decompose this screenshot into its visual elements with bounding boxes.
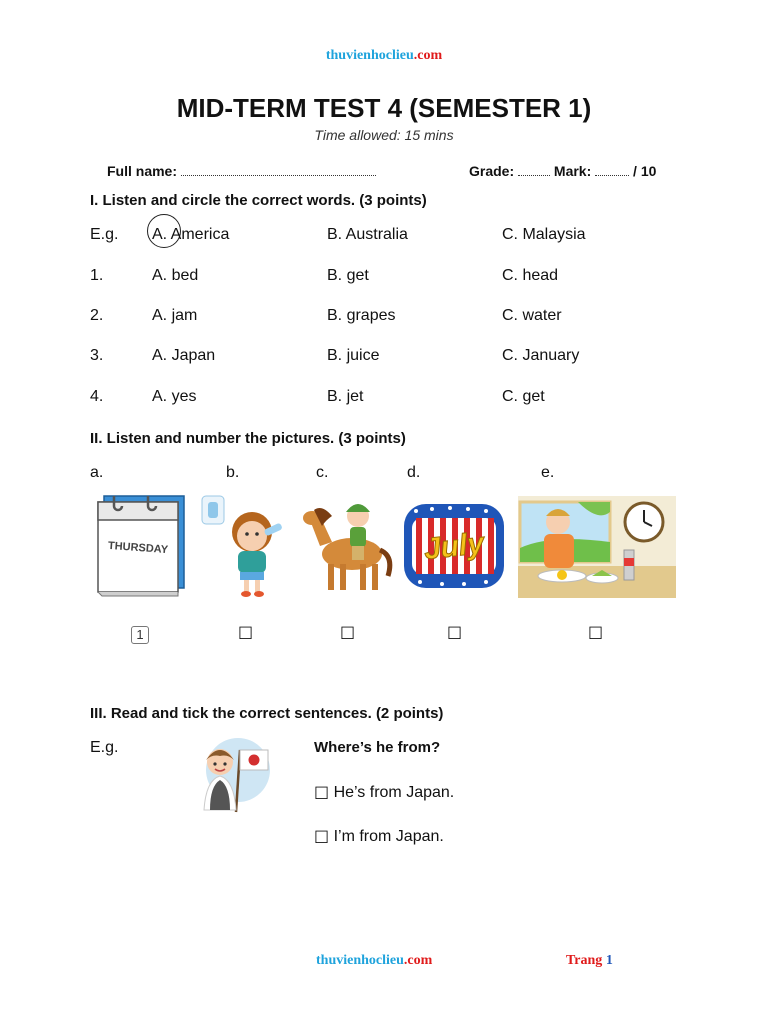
- option-c[interactable]: C. head: [502, 267, 559, 284]
- page-number: 1: [605, 953, 613, 968]
- option-b[interactable]: B. get: [327, 267, 369, 284]
- tick-box[interactable]: □: [314, 826, 330, 845]
- full-name-label: Full name:: [107, 163, 178, 179]
- answer-box-b[interactable]: □: [238, 622, 254, 641]
- answer-box-a[interactable]: 1: [131, 626, 149, 644]
- question-row: [90, 267, 690, 287]
- option-a[interactable]: A. Japan: [152, 347, 216, 364]
- question-number: E.g.: [90, 226, 119, 243]
- option-b[interactable]: B. jet: [327, 388, 364, 405]
- tick-option: [314, 826, 444, 846]
- section-1-heading: I. Listen and circle the correct words. (3 points): [90, 192, 427, 209]
- answer-box-c[interactable]: □: [340, 622, 356, 641]
- footer-page: [566, 953, 613, 969]
- picture-letter-d: d.: [407, 464, 421, 481]
- question-number: 1.: [90, 267, 104, 284]
- option-a[interactable]: A. America: [152, 226, 230, 243]
- question-number: 4.: [90, 388, 104, 405]
- question-row: [90, 347, 690, 367]
- footer-site-name: thuvienhoclieu: [316, 953, 404, 968]
- option-b[interactable]: B. grapes: [327, 307, 396, 324]
- picture-letter-e: e.: [541, 464, 555, 481]
- site-domain: .com: [413, 48, 443, 63]
- site-header: [0, 48, 768, 64]
- section-3-question: Where’s he from?: [314, 739, 441, 756]
- tick-option: [314, 782, 454, 802]
- question-row: [90, 307, 690, 327]
- boy-with-flag-picture: [196, 736, 274, 816]
- site-name: thuvienhoclieu: [325, 48, 414, 63]
- section-2-heading: II. Listen and number the pictures. (3 points): [90, 430, 406, 447]
- question-row: [90, 388, 690, 408]
- option-a[interactable]: A. bed: [152, 267, 199, 284]
- option-c[interactable]: C. get: [502, 388, 545, 405]
- tick-option-text: He’s from Japan.: [333, 784, 455, 801]
- option-b[interactable]: B. Australia: [327, 226, 408, 243]
- time-allowed: Time allowed: 15 mins: [314, 127, 454, 143]
- full-name-field[interactable]: [181, 174, 376, 176]
- grade-field[interactable]: [518, 174, 550, 176]
- mark-field[interactable]: [595, 174, 629, 176]
- girl-drinking-picture: [198, 494, 292, 600]
- grade-label: Grade:: [469, 163, 515, 179]
- calendar-day-text: THURSDAY: [107, 539, 169, 557]
- footer-site-domain: .com: [403, 953, 433, 968]
- picture-letter-b: b.: [226, 464, 240, 481]
- page-label: Trang: [566, 953, 603, 968]
- option-c[interactable]: C. January: [502, 347, 580, 364]
- option-a[interactable]: A. jam: [152, 307, 198, 324]
- mark-label: Mark:: [553, 163, 592, 179]
- section-3-heading: III. Read and tick the correct sentences. (2 points): [90, 705, 444, 722]
- july-sign-text: July: [422, 526, 486, 567]
- breakfast-picture: [518, 496, 676, 598]
- page-title: MID-TERM TEST 4 (SEMESTER 1): [176, 93, 592, 123]
- footer-site: [316, 953, 432, 969]
- tick-option-text: I’m from Japan.: [333, 828, 444, 845]
- question-number: 3.: [90, 347, 104, 364]
- july-sign-picture: [402, 500, 506, 592]
- question-number: 2.: [90, 307, 104, 324]
- option-c[interactable]: C. Malaysia: [502, 226, 586, 243]
- question-row: [90, 226, 690, 246]
- tick-box[interactable]: □: [314, 782, 330, 801]
- answer-box-d[interactable]: □: [447, 622, 463, 641]
- boy-on-horse-picture: [302, 494, 396, 600]
- answer-box-e[interactable]: □: [588, 622, 604, 641]
- mark-total: / 10: [633, 163, 657, 179]
- calendar-picture: [92, 492, 188, 598]
- example-label: E.g.: [90, 739, 119, 756]
- option-a[interactable]: A. yes: [152, 388, 197, 405]
- picture-letter-a: a.: [90, 464, 104, 481]
- grade-mark: [469, 163, 656, 179]
- option-c[interactable]: C. water: [502, 307, 562, 324]
- option-b[interactable]: B. juice: [327, 347, 380, 364]
- picture-letter-c: c.: [316, 464, 329, 481]
